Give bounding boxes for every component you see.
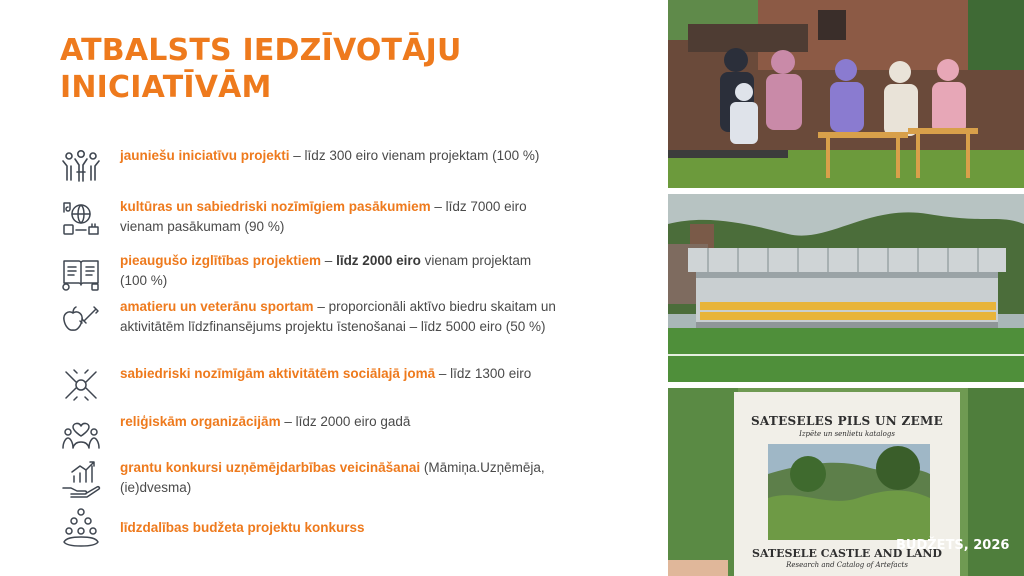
photo-stadium-stands (668, 194, 1024, 382)
item-text: – līdz 1300 eiro (435, 366, 532, 381)
item-text-before: – (321, 253, 337, 268)
item-highlight: kultūras un sabiedriski nozīmīgiem pasākumiem (120, 199, 431, 214)
brand-label: BUDŽETS, 2026 (896, 538, 1010, 553)
item-text: vienam projektam (100 %) (120, 253, 532, 288)
item-bold-amount: līdz 2000 eiro (336, 253, 421, 268)
item-highlight: līdzdalības budžeta projektu konkurss (120, 520, 365, 535)
open-book-icon (60, 251, 102, 293)
page-title (60, 32, 462, 106)
item-highlight: pieaugušo izglītības projektiem (120, 253, 322, 268)
book-title-en: SATESELE CASTLE AND LAND (752, 547, 942, 560)
participation-group-icon (60, 506, 102, 548)
book-title-lv: SATESELES PILS UN ZEME (750, 414, 944, 428)
culture-events-icon (60, 197, 102, 239)
item-highlight: reliģiskām organizācijām (120, 414, 281, 429)
item-text: – proporcionāli aktīvo biedru skaitam un aktivitātēm līdzfinansējums projektu īstenošanai – līdz 5000 eiro (50 %) (120, 299, 556, 334)
book-subtitle-lv: Izpēte un senlietu katalogs (799, 430, 895, 438)
item-highlight: grantu konkursi uzņēmējdarbības veicināšanai (120, 460, 421, 475)
community-heart-icon (60, 412, 102, 454)
item-highlight: sabiedriski nozīmīgām aktivitātēm sociālajā jomā (120, 366, 436, 381)
page-title-line-1: ATBALSTS IEDZĪVOTĀJU (60, 33, 462, 68)
hands-together-icon (60, 364, 102, 406)
item-highlight: jauniešu iniciatīvu projekti (120, 148, 290, 163)
page-title-line-2: INICIATĪVĀM (60, 70, 272, 105)
item-highlight: amatieru un veterānu sportam (120, 299, 314, 314)
people-group-icon (60, 146, 102, 188)
item-text: – līdz 7000 eiro vienam pasākumam (90 %) (120, 199, 527, 234)
book-subtitle-en: Research and Catalog of Artefacts (786, 561, 908, 569)
photo-audience (668, 0, 1024, 188)
book-text (734, 414, 960, 438)
item-text: – līdz 300 eiro vienam projektam (100 %) (289, 148, 540, 163)
item-text: (Māmiņa.Uzņēmēja, (ie)dvesma) (120, 460, 545, 495)
item-text: – līdz 2000 eiro gadā (280, 414, 411, 429)
growth-chart-hand-icon (60, 458, 102, 500)
apple-dumbbell-icon (60, 297, 102, 339)
